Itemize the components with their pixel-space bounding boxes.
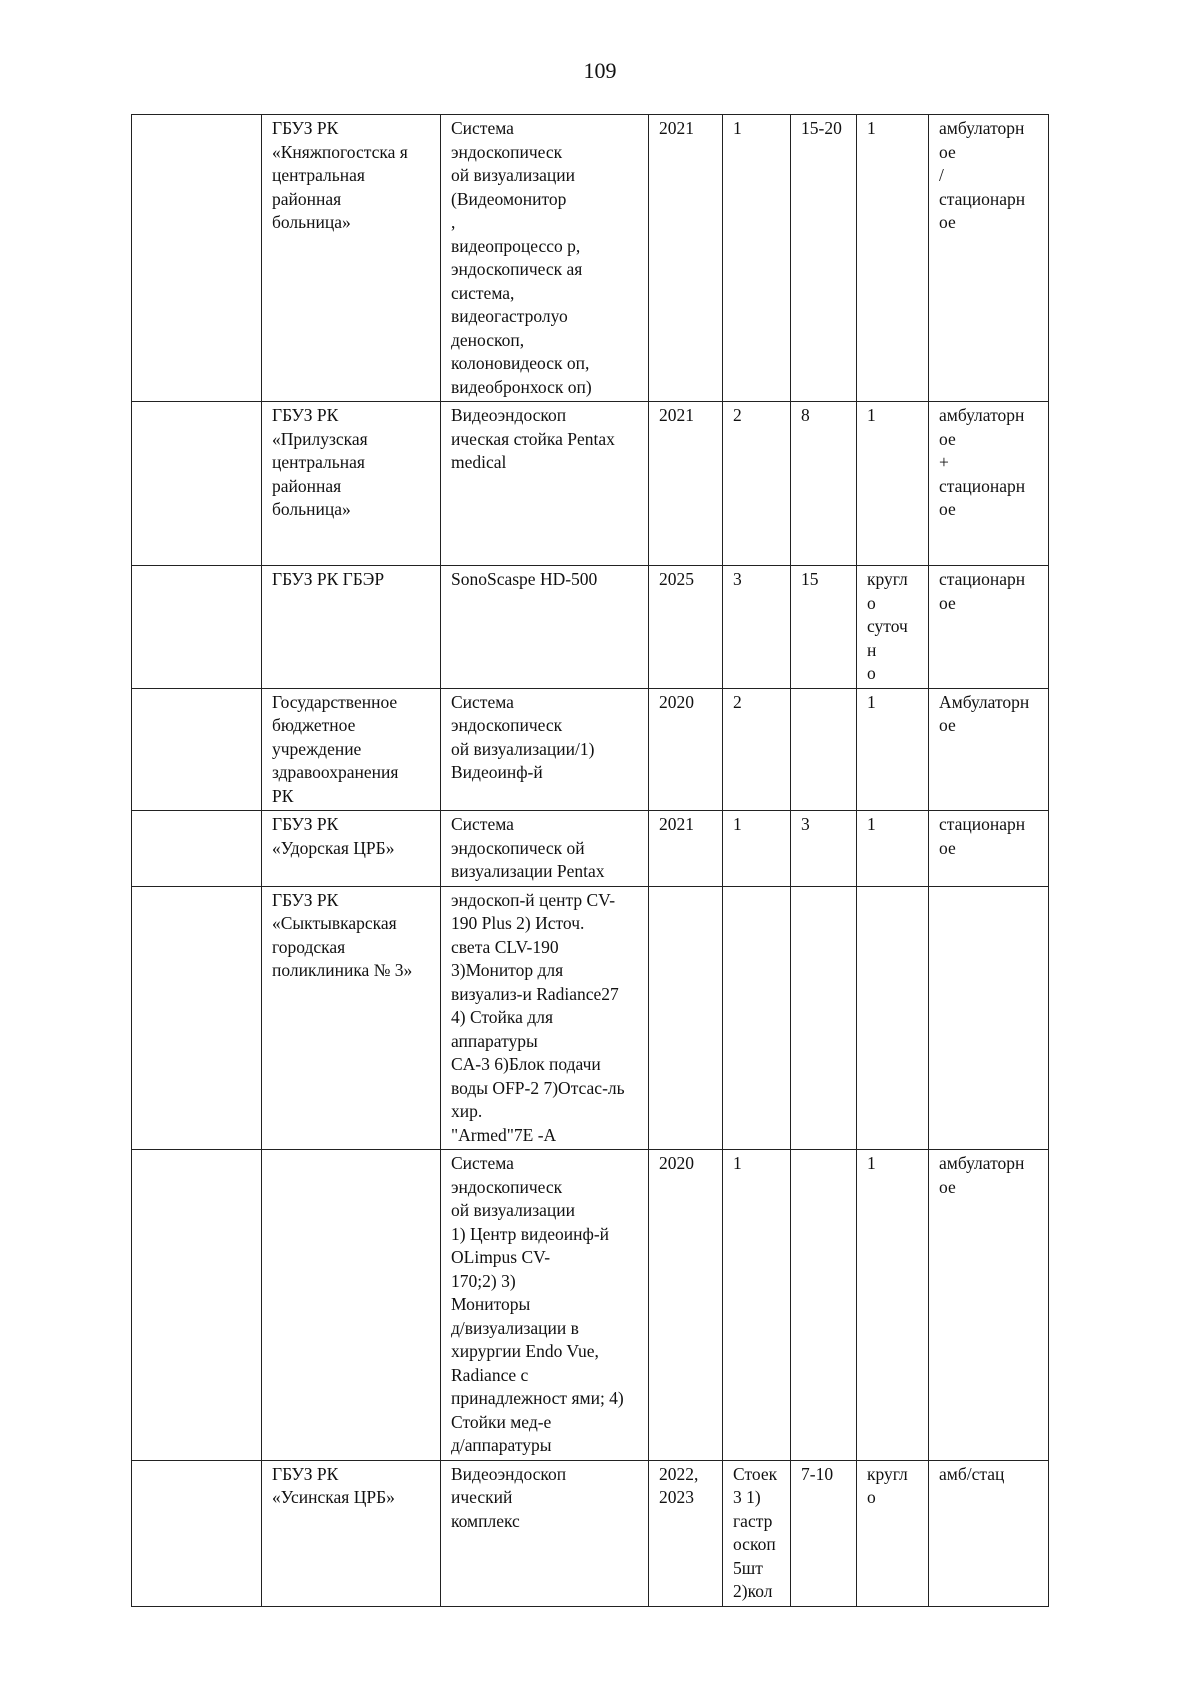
cell-line: 1 bbox=[733, 1153, 742, 1173]
cell-line: 1 bbox=[867, 814, 876, 834]
cell-line: ГБУЗ РК bbox=[272, 889, 339, 910]
cell-line: аппаратуры bbox=[451, 1030, 538, 1051]
cell-line: Стоек bbox=[733, 1463, 778, 1484]
cell-line: ический bbox=[451, 1487, 513, 1507]
cell-line: Видеоэндоскоп bbox=[451, 405, 567, 425]
cell-line: 2022, bbox=[659, 1463, 699, 1484]
table-row bbox=[132, 402, 1049, 566]
cell-line: видеобронхоск оп) bbox=[451, 376, 592, 397]
year-cell bbox=[649, 566, 723, 689]
mode-cell bbox=[857, 402, 929, 566]
cell-line: ое bbox=[939, 141, 956, 162]
cell-line: амбулаторн bbox=[939, 118, 1025, 138]
equipment-cell bbox=[441, 1150, 649, 1461]
blank-cell bbox=[132, 1460, 262, 1606]
cell-line: 170;2) 3) bbox=[451, 1270, 516, 1291]
cell-line: визуализации Pentax bbox=[451, 861, 605, 881]
org-cell bbox=[262, 811, 441, 887]
cell-line: + bbox=[939, 452, 949, 472]
cell-line: Видеоинф-й bbox=[451, 762, 543, 782]
mode-cell bbox=[857, 115, 929, 402]
cell-line: видеогастролуо bbox=[451, 306, 568, 326]
year-cell bbox=[649, 688, 723, 811]
cell-line: ое bbox=[939, 428, 956, 449]
cell-line: деноскоп, bbox=[451, 329, 525, 350]
equipment-cell bbox=[441, 811, 649, 887]
cell-line: Radiance с bbox=[451, 1364, 529, 1385]
cell-line: «Прилузская bbox=[272, 428, 368, 449]
cell-line: 2 bbox=[733, 405, 742, 425]
cell-line: «Сыктывкарская bbox=[272, 913, 397, 933]
load-cell bbox=[791, 1150, 857, 1461]
cell-line: Государственное bbox=[272, 691, 398, 712]
quantity-cell bbox=[723, 688, 791, 811]
cell-line: комплекс bbox=[451, 1510, 520, 1531]
table-row bbox=[132, 115, 1049, 402]
table-row bbox=[132, 811, 1049, 887]
cell-line: поликлиника № 3» bbox=[272, 960, 413, 980]
cell-line: 1 bbox=[867, 1153, 876, 1173]
cell-line: Система bbox=[451, 1153, 514, 1173]
org-cell bbox=[262, 688, 441, 811]
cell-line: здравоохранения bbox=[272, 762, 399, 782]
cell-line: ое bbox=[939, 1176, 956, 1197]
org-cell bbox=[262, 886, 441, 1150]
cell-line: эндоскопическ bbox=[451, 715, 563, 735]
cell-line: 1 bbox=[867, 118, 876, 138]
cell-line: система, bbox=[451, 282, 515, 303]
cell-line: центральная bbox=[272, 165, 365, 185]
cell-line: ое bbox=[939, 715, 956, 735]
cell-line: амбулаторн bbox=[939, 405, 1025, 425]
care-type-cell bbox=[929, 402, 1049, 566]
cell-line: 3 bbox=[733, 569, 742, 589]
cell-line: колоновидеоск оп, bbox=[451, 353, 590, 373]
load-cell bbox=[791, 402, 857, 566]
cell-line: воды OFP-2 7)Отсас-ль bbox=[451, 1077, 625, 1098]
cell-line: ГБУЗ РК bbox=[272, 118, 339, 138]
cell-line: Видеоэндоскоп bbox=[451, 1463, 567, 1484]
cell-line: о bbox=[867, 663, 876, 683]
mode-cell bbox=[857, 811, 929, 887]
cell-line: суточ bbox=[867, 616, 908, 636]
cell-line: 4) Стойка для bbox=[451, 1007, 553, 1027]
cell-line: городская bbox=[272, 936, 346, 957]
cell-line: стационарн bbox=[939, 188, 1026, 209]
cell-line: 2025 bbox=[659, 569, 694, 589]
quantity-cell bbox=[723, 886, 791, 1150]
cell-line: света CLV-190 bbox=[451, 936, 559, 957]
blank-cell bbox=[132, 886, 262, 1150]
cell-line: 3)Монитор для bbox=[451, 960, 564, 980]
cell-line: гастр bbox=[733, 1510, 773, 1531]
blank-cell bbox=[132, 566, 262, 689]
cell-line: эндоскопическ bbox=[451, 141, 563, 162]
cell-line: амбулаторн bbox=[939, 1153, 1025, 1173]
cell-line: ГБУЗ РК bbox=[272, 814, 339, 834]
cell-line: эндоскопическ ой bbox=[451, 837, 585, 858]
cell-line: OLimpus CV- bbox=[451, 1247, 551, 1267]
quantity-cell bbox=[723, 566, 791, 689]
cell-line: ой визуализации/1) bbox=[451, 738, 595, 759]
cell-line: 7-10 bbox=[801, 1463, 834, 1484]
care-type-cell bbox=[929, 566, 1049, 689]
cell-line: ГБУЗ РК ГБЭР bbox=[272, 569, 385, 589]
equipment-cell bbox=[441, 1460, 649, 1606]
cell-line: принадлежност ями; 4) bbox=[451, 1388, 624, 1408]
cell-line: о bbox=[867, 592, 876, 613]
cell-line: , bbox=[451, 212, 456, 232]
cell-line: эндоскопическ bbox=[451, 1176, 563, 1197]
care-type-cell bbox=[929, 1150, 1049, 1461]
cell-line: 8 bbox=[801, 405, 810, 425]
equipment-table bbox=[131, 114, 1049, 1607]
cell-line: видеопроцессо р, bbox=[451, 235, 581, 256]
cell-line: «Удорская ЦРБ» bbox=[272, 837, 395, 858]
cell-line: ГБУЗ РК bbox=[272, 1463, 339, 1484]
quantity-cell bbox=[723, 1460, 791, 1606]
load-cell bbox=[791, 1460, 857, 1606]
quantity-cell bbox=[723, 402, 791, 566]
cell-line: CA-3 6)Блок подачи bbox=[451, 1054, 601, 1074]
cell-line: ой визуализации bbox=[451, 165, 575, 185]
mode-cell bbox=[857, 566, 929, 689]
cell-line: д/аппаратуры bbox=[451, 1435, 552, 1455]
table-row bbox=[132, 566, 1049, 689]
cell-line: Амбулаторн bbox=[939, 691, 1030, 712]
mode-cell bbox=[857, 1460, 929, 1606]
cell-line: 2021 bbox=[659, 814, 694, 834]
cell-line: 2)кол bbox=[733, 1581, 773, 1601]
mode-cell bbox=[857, 1150, 929, 1461]
mode-cell bbox=[857, 688, 929, 811]
cell-line: стационарн bbox=[939, 569, 1026, 589]
load-cell bbox=[791, 688, 857, 811]
mode-cell bbox=[857, 886, 929, 1150]
cell-line: ое bbox=[939, 499, 956, 519]
care-type-cell bbox=[929, 886, 1049, 1150]
cell-line: амб/стац bbox=[939, 1463, 1005, 1484]
org-cell bbox=[262, 566, 441, 689]
cell-line: оскоп bbox=[733, 1534, 776, 1554]
cell-line: Система bbox=[451, 118, 514, 138]
cell-line: ГБУЗ РК bbox=[272, 405, 339, 425]
cell-line: д/визуализации в bbox=[451, 1317, 579, 1338]
equipment-cell bbox=[441, 566, 649, 689]
load-cell bbox=[791, 886, 857, 1150]
year-cell bbox=[649, 886, 723, 1150]
cell-line: больница» bbox=[272, 212, 351, 232]
care-type-cell bbox=[929, 1460, 1049, 1606]
equipment-cell bbox=[441, 115, 649, 402]
cell-line: стационарн bbox=[939, 475, 1026, 496]
load-cell bbox=[791, 811, 857, 887]
org-cell bbox=[262, 402, 441, 566]
care-type-cell bbox=[929, 115, 1049, 402]
table-row bbox=[132, 688, 1049, 811]
cell-line: 1 bbox=[733, 118, 742, 138]
cell-line: (Видеомонитор bbox=[451, 188, 567, 209]
cell-line: ое bbox=[939, 212, 956, 232]
cell-line: кругл bbox=[867, 569, 908, 589]
cell-line: SonoScaspe HD-500 bbox=[451, 569, 598, 589]
cell-line: Мониторы bbox=[451, 1294, 531, 1314]
cell-line: больница» bbox=[272, 499, 351, 519]
cell-line: 190 Plus 2) Источ. bbox=[451, 913, 585, 933]
blank-cell bbox=[132, 402, 262, 566]
cell-line: н bbox=[867, 639, 877, 660]
cell-line: 1 bbox=[733, 814, 742, 834]
cell-line: Стойки мед-е bbox=[451, 1411, 552, 1432]
blank-cell bbox=[132, 811, 262, 887]
year-cell bbox=[649, 1150, 723, 1461]
org-cell bbox=[262, 1460, 441, 1606]
cell-line: кругл bbox=[867, 1463, 908, 1484]
cell-line: 15-20 bbox=[801, 118, 842, 138]
year-cell bbox=[649, 115, 723, 402]
quantity-cell bbox=[723, 115, 791, 402]
cell-line: Система bbox=[451, 691, 514, 712]
cell-line: хир. bbox=[451, 1101, 483, 1121]
cell-line: "Armed"7E -A bbox=[451, 1124, 557, 1145]
cell-line: центральная bbox=[272, 452, 365, 472]
blank-cell bbox=[132, 688, 262, 811]
org-cell bbox=[262, 115, 441, 402]
cell-line: хирургии Endo Vue, bbox=[451, 1341, 599, 1361]
care-type-cell bbox=[929, 688, 1049, 811]
cell-line: 1) Центр видеоинф-й bbox=[451, 1223, 610, 1244]
cell-line: 3 1) bbox=[733, 1487, 761, 1507]
cell-line: 2021 bbox=[659, 405, 694, 425]
cell-line: 2020 bbox=[659, 1153, 694, 1173]
cell-line: 2023 bbox=[659, 1487, 694, 1507]
cell-line: районная bbox=[272, 475, 342, 496]
cell-line: 5шт bbox=[733, 1557, 763, 1578]
cell-line: ическая стойка Pentax bbox=[451, 428, 615, 449]
cell-line: 2020 bbox=[659, 691, 694, 712]
quantity-cell bbox=[723, 811, 791, 887]
cell-line: / bbox=[939, 165, 944, 185]
cell-line: бюджетное bbox=[272, 715, 356, 735]
cell-line: ой визуализации bbox=[451, 1200, 575, 1220]
table-body bbox=[132, 115, 1049, 1607]
care-type-cell bbox=[929, 811, 1049, 887]
cell-line: визуализ-и Radiance27 bbox=[451, 983, 619, 1004]
cell-line: Система bbox=[451, 814, 514, 834]
cell-line: эндоскоп-й центр CV- bbox=[451, 889, 616, 910]
equipment-cell bbox=[441, 402, 649, 566]
table-row bbox=[132, 886, 1049, 1150]
cell-line: ое bbox=[939, 837, 956, 858]
cell-line: 2 bbox=[733, 691, 742, 712]
page-number: 109 bbox=[583, 58, 617, 83]
org-cell bbox=[262, 1150, 441, 1461]
cell-line: учреждение bbox=[272, 738, 362, 759]
year-cell bbox=[649, 811, 723, 887]
cell-line: районная bbox=[272, 188, 342, 209]
cell-line: 3 bbox=[801, 814, 810, 834]
quantity-cell bbox=[723, 1150, 791, 1461]
cell-line: 15 bbox=[801, 569, 819, 589]
blank-cell bbox=[132, 1150, 262, 1461]
load-cell bbox=[791, 115, 857, 402]
year-cell bbox=[649, 1460, 723, 1606]
load-cell bbox=[791, 566, 857, 689]
cell-line: medical bbox=[451, 452, 507, 472]
year-cell bbox=[649, 402, 723, 566]
cell-line: 1 bbox=[867, 405, 876, 425]
equipment-cell bbox=[441, 886, 649, 1150]
cell-line: стационарн bbox=[939, 814, 1026, 834]
table-row bbox=[132, 1460, 1049, 1606]
equipment-cell bbox=[441, 688, 649, 811]
cell-line: 1 bbox=[867, 691, 876, 712]
blank-cell bbox=[132, 115, 262, 402]
cell-line: о bbox=[867, 1487, 876, 1507]
cell-line: РК bbox=[272, 785, 294, 806]
cell-line: 2021 bbox=[659, 118, 694, 138]
cell-line: «Княжпогостска я bbox=[272, 141, 408, 162]
table-row bbox=[132, 1150, 1049, 1461]
cell-line: «Усинская ЦРБ» bbox=[272, 1487, 395, 1507]
cell-line: эндоскопическ ая bbox=[451, 259, 583, 279]
cell-line: ое bbox=[939, 592, 956, 613]
